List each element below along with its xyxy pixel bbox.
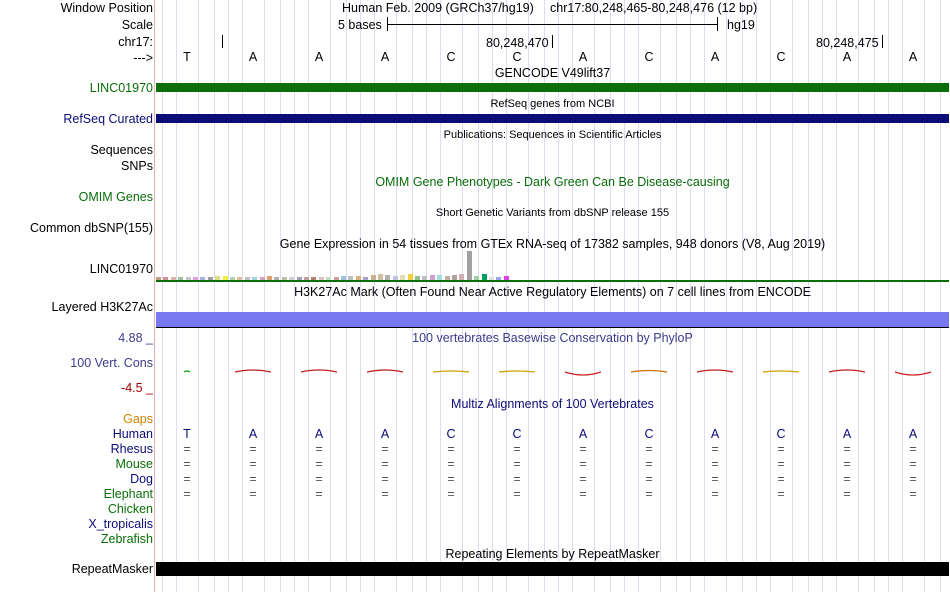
- strand-arrow-label[interactable]: --->: [133, 51, 153, 65]
- alignment-match: =: [909, 487, 917, 501]
- phylop-max-label: 4.88 _: [118, 331, 153, 345]
- phylop-score-mark: [235, 370, 271, 372]
- alignment-match: =: [909, 472, 917, 486]
- assembly-title: Human Feb. 2009 (GRCh37/hg19): [342, 1, 534, 15]
- alignment-match: =: [315, 487, 323, 501]
- alignment-match: =: [315, 457, 323, 471]
- alignment-match: =: [711, 457, 719, 471]
- alignment-match: =: [183, 457, 191, 471]
- alignment-match: =: [579, 442, 587, 456]
- species-rhesus-label[interactable]: Rhesus: [110, 442, 153, 456]
- refseq-track-label[interactable]: RefSeq Curated: [63, 112, 153, 126]
- human-base: C: [446, 427, 456, 441]
- alignment-match: =: [249, 472, 257, 486]
- human-base: C: [644, 427, 654, 441]
- alignment-match: =: [843, 472, 851, 486]
- alignment-match: =: [777, 457, 785, 471]
- alignment-match: =: [249, 442, 257, 456]
- repeatmasker-track-title: Repeating Elements by RepeatMasker: [445, 547, 660, 561]
- species-xtropicalis-label[interactable]: X_tropicalis: [88, 517, 153, 531]
- species-mouse-label[interactable]: Mouse: [115, 457, 153, 471]
- human-base: A: [908, 427, 918, 441]
- alignment-match: =: [249, 457, 257, 471]
- alignment-match: =: [513, 442, 521, 456]
- scale-db-text: hg19: [727, 18, 755, 32]
- dbsnp-track-label[interactable]: Common dbSNP(155): [30, 221, 153, 235]
- sequences-track-label[interactable]: Sequences: [90, 143, 153, 157]
- publications-track-title: Publications: Sequences in Scientific Articles: [443, 129, 662, 141]
- alignment-match: =: [645, 487, 653, 501]
- alignment-match: =: [381, 472, 389, 486]
- alignment-match: =: [183, 487, 191, 501]
- phylop-track-label[interactable]: 100 Vert. Cons: [70, 356, 153, 370]
- alignment-match: =: [249, 487, 257, 501]
- alignment-match: =: [645, 472, 653, 486]
- phylop-score-mark: [367, 370, 403, 372]
- phylop-score-mark: [301, 370, 337, 372]
- phylop-score-mark: [565, 372, 601, 375]
- human-base: A: [314, 427, 324, 441]
- alignment-match: =: [513, 487, 521, 501]
- ruler-base: C: [644, 50, 654, 64]
- alignment-match: =: [711, 442, 719, 456]
- alignment-match: =: [513, 457, 521, 471]
- alignment-match: =: [513, 472, 521, 486]
- species-dog-label[interactable]: Dog: [130, 472, 153, 486]
- snps-track-label[interactable]: SNPs: [121, 159, 153, 173]
- ruler-base: A: [578, 50, 588, 64]
- ruler-base: A: [908, 50, 918, 64]
- alignment-match: =: [777, 472, 785, 486]
- ruler-base: C: [776, 50, 786, 64]
- phylop-score-mark: [631, 371, 667, 373]
- species-chicken-label[interactable]: Chicken: [107, 502, 153, 516]
- human-base: T: [183, 427, 191, 441]
- ruler-base: A: [248, 50, 258, 64]
- species-zebrafish-label[interactable]: Zebrafish: [100, 532, 153, 546]
- h3k27ac-track-title: H3K27Ac Mark (Often Found Near Active Regulatory Elements) on 7 cell lines from ENCODE: [294, 285, 811, 299]
- omim-track-title: OMIM Gene Phenotypes - Dark Green Can Be Disease-causing: [375, 175, 730, 189]
- ruler-base: C: [446, 50, 456, 64]
- scale-label: Scale: [121, 18, 153, 32]
- alignment-match: =: [645, 442, 653, 456]
- refseq-track-title: RefSeq genes from NCBI: [490, 98, 615, 110]
- alignment-match: =: [381, 442, 389, 456]
- species-elephant-label[interactable]: Elephant: [103, 487, 153, 501]
- alignment-match: =: [711, 472, 719, 486]
- alignment-match: =: [381, 457, 389, 471]
- ruler-base: A: [314, 50, 324, 64]
- omim-track-label[interactable]: OMIM Genes: [78, 190, 153, 204]
- ruler-coord-2: 80,248,475: [816, 36, 879, 50]
- repeatmasker-bar[interactable]: [156, 562, 949, 576]
- ruler-base: C: [512, 50, 522, 64]
- alignment-match: =: [447, 487, 455, 501]
- alignment-match: =: [447, 457, 455, 471]
- alignment-match: =: [645, 457, 653, 471]
- position-title: chr17:80,248,465-80,248,476 (12 bp): [550, 1, 758, 15]
- gtex-gene-label[interactable]: LINC01970: [89, 262, 153, 276]
- alignment-match: =: [315, 442, 323, 456]
- phylop-score-mark: [895, 372, 931, 375]
- human-base: C: [776, 427, 786, 441]
- alignment-match: =: [909, 457, 917, 471]
- ruler-base: A: [842, 50, 852, 64]
- ruler-base: A: [380, 50, 390, 64]
- ruler-base: A: [710, 50, 720, 64]
- alignment-match: =: [843, 487, 851, 501]
- alignment-match: =: [777, 487, 785, 501]
- multiz-track-title: Multiz Alignments of 100 Vertebrates: [451, 397, 654, 411]
- phylop-score-mark: [763, 371, 799, 372]
- gencode-track-title: GENCODE V49lift37: [494, 66, 611, 80]
- human-base: A: [842, 427, 852, 441]
- human-base: A: [248, 427, 258, 441]
- ruler-base: T: [183, 50, 191, 64]
- phylop-score-mark: [697, 370, 733, 372]
- phylop-track-title: 100 vertebrates Basewise Conservation by PhyloP: [412, 331, 693, 345]
- gtex-track-title: Gene Expression in 54 tissues from GTEx RNA-seq of 17382 samples, 948 donors (V8, Aug 2019): [279, 237, 826, 251]
- dbsnp-track-title: Short Genetic Variants from dbSNP release 155: [435, 207, 670, 219]
- alignment-match: =: [711, 487, 719, 501]
- alignment-match: =: [315, 472, 323, 486]
- alignment-match: =: [183, 472, 191, 486]
- alignment-match: =: [579, 472, 587, 486]
- human-base: A: [578, 427, 588, 441]
- phylop-score-mark: [433, 371, 469, 372]
- repeatmasker-track-label[interactable]: RepeatMasker: [71, 562, 153, 576]
- species-human-label[interactable]: Human: [112, 427, 153, 441]
- phylop-min-label: -4.5 _: [121, 381, 153, 395]
- scale-bases-text: 5 bases: [338, 18, 382, 32]
- alignment-match: =: [843, 442, 851, 456]
- chrom-label: chr17:: [118, 35, 153, 49]
- alignment-match: =: [579, 457, 587, 471]
- phylop-score-mark: [829, 370, 865, 372]
- phylop-score-mark: [184, 371, 190, 372]
- human-base: C: [512, 427, 522, 441]
- alignment-match: =: [579, 487, 587, 501]
- human-base: A: [380, 427, 390, 441]
- alignment-match: =: [843, 457, 851, 471]
- alignment-match: =: [447, 472, 455, 486]
- alignment-match: =: [777, 442, 785, 456]
- alignment-match: =: [183, 442, 191, 456]
- alignment-match: =: [909, 442, 917, 456]
- gaps-track-label[interactable]: Gaps: [123, 412, 153, 426]
- alignment-match: =: [381, 487, 389, 501]
- ruler-coord-1: 80,248,470: [486, 36, 549, 50]
- phylop-score-mark: [499, 371, 535, 372]
- gencode-gene-label[interactable]: LINC01970: [89, 81, 153, 95]
- alignment-match: =: [447, 442, 455, 456]
- human-base: A: [710, 427, 720, 441]
- h3k27ac-track-label[interactable]: Layered H3K27Ac: [51, 300, 153, 314]
- window-position-label: Window Position: [60, 1, 153, 15]
